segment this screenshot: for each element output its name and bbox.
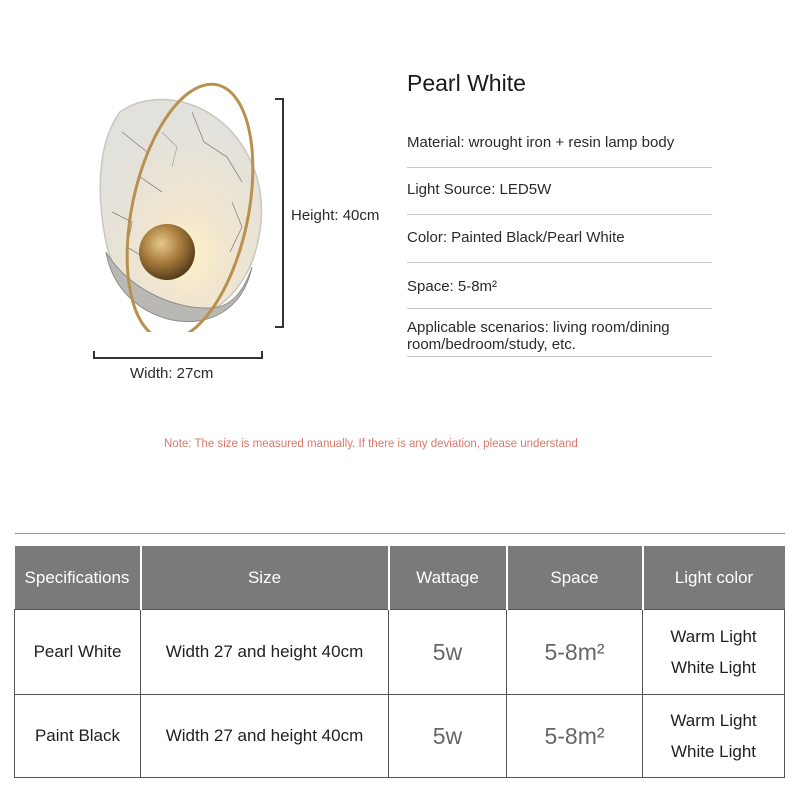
height-dimension-tick-bottom [275, 326, 284, 328]
spec-scenarios [407, 319, 712, 357]
cell-light-color [643, 610, 785, 695]
light-option: White Light [670, 742, 757, 761]
spec-light-source-text: Light Source: LED5W [407, 181, 552, 198]
specifications-table [14, 546, 785, 778]
spec-material [407, 134, 712, 168]
table-row [15, 695, 785, 778]
spec-light-source [407, 181, 712, 215]
cell-name: Paint Black [15, 695, 141, 778]
header-specifications: Specifications [15, 546, 141, 610]
table-header-row [15, 546, 785, 610]
cell-light-color [643, 695, 785, 778]
width-dimension-tick-left [93, 351, 95, 359]
width-dimension-line [93, 357, 263, 359]
height-dimension-tick-top [275, 98, 284, 100]
measurement-note: Note: The size is measured manually. If there is any deviation, please understand [164, 438, 578, 450]
spec-color-text: Color: Painted Black/Pearl White [407, 229, 625, 246]
cell-size: Width 27 and height 40cm [141, 610, 389, 695]
cell-space: 5-8m² [507, 610, 643, 695]
width-dimension-tick-right [261, 351, 263, 359]
height-dimension-line [282, 98, 284, 328]
header-light-color: Light color [643, 546, 785, 610]
cell-wattage: 5w [389, 695, 507, 778]
spec-scenarios-text: Applicable scenarios: living room/dining room/bedroom/study, etc. [407, 319, 670, 353]
spec-space-text: Space: 5-8m² [407, 278, 498, 295]
cell-name: Pearl White [15, 610, 141, 695]
cell-size: Width 27 and height 40cm [141, 695, 389, 778]
light-option: Warm Light [670, 627, 757, 646]
height-label: Height: 40cm [291, 207, 380, 224]
spec-color [407, 229, 712, 263]
spec-space [407, 278, 712, 309]
header-size: Size [141, 546, 389, 610]
table-row [15, 610, 785, 695]
cell-wattage: 5w [389, 610, 507, 695]
header-space: Space [507, 546, 643, 610]
spec-material-text: Material: wrought iron + resin lamp body [407, 134, 675, 151]
light-option: Warm Light [670, 711, 757, 730]
header-wattage: Wattage [389, 546, 507, 610]
cell-space: 5-8m² [507, 695, 643, 778]
light-option: White Light [670, 658, 757, 677]
width-label: Width: 27cm [130, 365, 214, 382]
section-divider [15, 533, 785, 534]
lamp-product-image [92, 72, 272, 332]
product-title: Pearl White [407, 70, 526, 96]
